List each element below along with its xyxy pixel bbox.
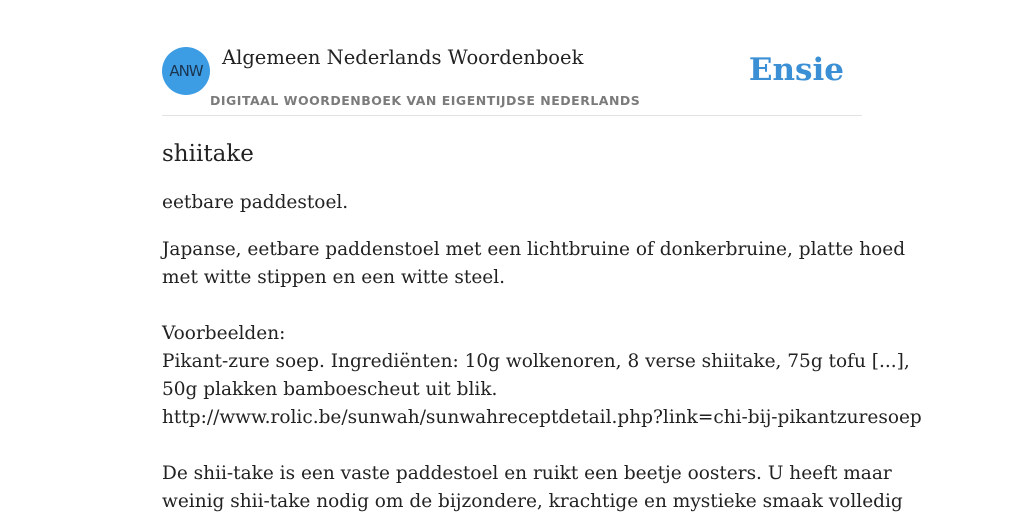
entry-term: shiitake [162, 141, 254, 167]
entry-content [162, 138, 922, 512]
anw-logo[interactable]: ANW [162, 47, 210, 95]
example-line: weinig shii-take nodig om de bijzondere, krachtige en mystieke smaak volledig [162, 491, 903, 512]
examples-label: Voorbeelden: [162, 323, 286, 344]
example-line: 50g plakken bamboescheut uit blik. [162, 379, 498, 400]
example-line: Pikant-zure soep. Ingrediënten: 10g wolkenoren, 8 verse shiitake, 75g tofu [...], [162, 351, 910, 372]
short-definition: eetbare paddestoel. [162, 192, 349, 213]
site-header [162, 0, 862, 116]
spacer [162, 432, 862, 460]
definition-line: Japanse, eetbare paddenstoel met een lichtbruine of donkerbruine, platte hoed [162, 239, 906, 260]
example-source-url: http://www.rolic.be/sunwah/sunwahreceptdetail.php?link=chi-bij-pikantzuresoep [162, 407, 922, 428]
dictionary-title: Algemeen Nederlands Woordenboek [222, 46, 584, 69]
example-line: De shii-take is een vaste paddestoel en ruikt een beetje oosters. U heeft maar [162, 463, 892, 484]
spacer [162, 292, 862, 320]
long-definition [162, 236, 922, 512]
dictionary-subtitle: DIGITAAL WOORDENBOEK VAN EIGENTIJDSE NEDERLANDS [210, 93, 641, 108]
ensie-brand-link[interactable]: Ensie [748, 52, 844, 88]
definition-line: met witte stippen en een witte steel. [162, 267, 506, 288]
